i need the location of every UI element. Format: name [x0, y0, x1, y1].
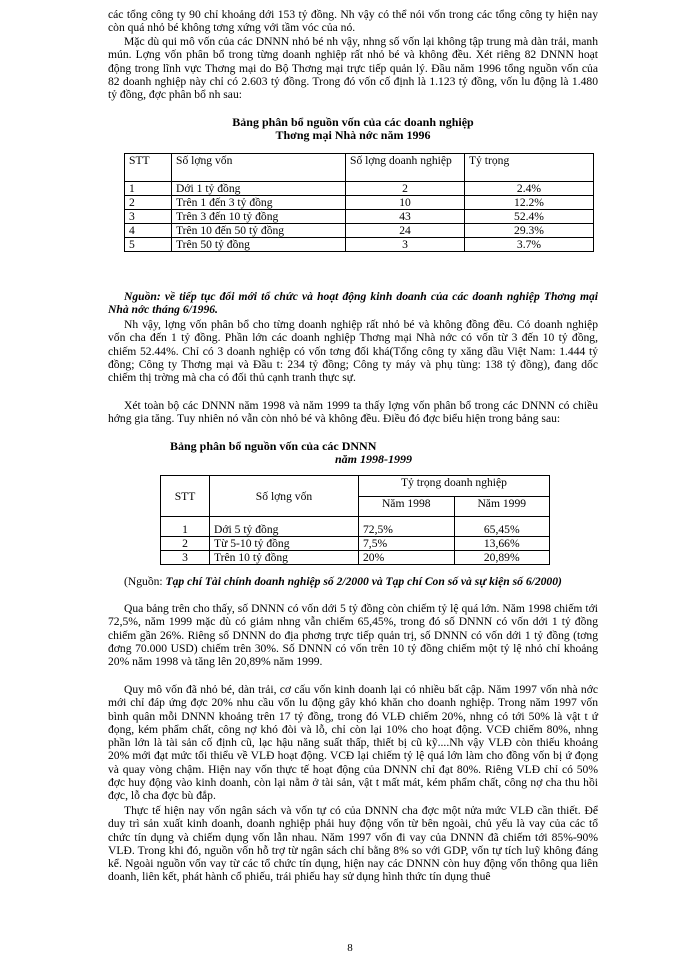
source-note-2-text: Tạp chí Tài chính doanh nghiệp số 2/2000 và Tạp chí Con số và sự kiện số 6/2000) — [165, 575, 562, 588]
table-row — [125, 224, 594, 238]
cell: Trên 3 đến 10 tỷ đồng — [172, 210, 346, 224]
cell: Trên 10 đến 50 tỷ đồng — [172, 224, 346, 238]
table-header-row — [161, 476, 550, 497]
table-row — [161, 517, 550, 537]
header-cell: Năm 1998 — [359, 496, 455, 517]
cell: 2 — [161, 537, 210, 551]
cell: 2 — [125, 196, 172, 210]
header-cell: Năm 1999 — [454, 496, 550, 517]
cell: 1 — [161, 517, 210, 537]
cell: 52.4% — [465, 210, 594, 224]
table-capital-1998-1999 — [160, 475, 550, 565]
table1-title: Bảng phân bổ nguồn vốn của các doanh nghiệp — [232, 115, 474, 129]
table-header-row — [125, 154, 594, 182]
cell: 29.3% — [465, 224, 594, 238]
cell: 2.4% — [465, 182, 594, 196]
cell: 7,5% — [359, 537, 455, 551]
source-note-2-prefix: (Nguồn: — [124, 575, 166, 588]
header-cell: Số lợng vốn — [210, 476, 359, 517]
table2-title: Bảng phân bổ nguồn vốn của các DNNN — [170, 439, 377, 453]
table1-subtitle: Thơng mại Nhà nớc năm 1996 — [275, 128, 431, 142]
cell: 65,45% — [454, 517, 550, 537]
cell: 4 — [125, 224, 172, 238]
cell: 10 — [346, 196, 465, 210]
cell: 3 — [161, 551, 210, 565]
paragraph-4: Nh vậy, lợng vốn phân bổ cho từng doanh nghiệp rất nhỏ bé và không đồng đều. Có doanh nghiệp vốn cha đến 1 tỷ đồng. Phần lớn các doanh nghiệp Thơng mại Nhà nớc có vốn từ 3 đến 10 tỷ đồng, chiếm 52.44%. Chỉ có 3 doanh nghiệp có vốn tơng đối khá(Tổng công ty xăng dầu Việt Nam: 1.444 tỷ đồng; Công ty Thơng mại và Đầu t: 234 tỷ đồng; Công ty máy và phụ tùng: 138 tỷ đồng), đang dốc chiếm thị trờng mà cha có đối thủ cạnh tranh thực sự. — [108, 318, 598, 385]
paragraph-7: Qua bảng trên cho thấy, số DNNN có vốn dới 5 tỷ đồng còn chiếm tỷ lệ quá lớn. Năm 1998 chiếm tới 72,5%, năm 1999 mặc dù có giảm nhng vẫn chiếm 65,45%, trong đó số DNNN có vốn dới 1 tỷ đồng chiếm gần 26%. Riêng số DNNN do địa phơng trực tiếp quản trị, số DNNN có vốn dới 1 tỷ đồng (tơng đơng 70.000 USD) chiếm trên 30%. Số DNNN có vốn trên 10 tỷ đồng chiếm một tỷ lệ nhỏ chỉ khoảng 20% năm 1998 và tăng lên 20,89% năm 1999. — [108, 602, 598, 669]
cell: 20% — [359, 551, 455, 565]
header-cell: Tỷ trọng — [465, 154, 594, 182]
page-number: 8 — [347, 942, 353, 954]
table-row — [125, 196, 594, 210]
cell: 12.2% — [465, 196, 594, 210]
cell: 5 — [125, 238, 172, 252]
header-cell: Số lợng vốn — [172, 154, 346, 182]
cell: 1 — [125, 182, 172, 196]
table2-subtitle: năm 1998-1999 — [335, 452, 413, 466]
table-capital-1996 — [124, 153, 594, 252]
cell: 3.7% — [465, 238, 594, 252]
table-row — [125, 210, 594, 224]
cell: 20,89% — [454, 551, 550, 565]
cell: Từ 5-10 tỷ đồng — [210, 537, 359, 551]
table-row — [125, 182, 594, 196]
cell: 43 — [346, 210, 465, 224]
cell: 24 — [346, 224, 465, 238]
cell: Trên 10 tỷ đồng — [210, 551, 359, 565]
cell: 72,5% — [359, 517, 455, 537]
source-note-2 — [108, 575, 598, 588]
table-row — [125, 238, 594, 252]
cell: Dới 1 tỷ đồng — [172, 182, 346, 196]
cell: 2 — [346, 182, 465, 196]
header-cell: Tỷ trọng doanh nghiệp — [359, 476, 550, 497]
cell: 3 — [346, 238, 465, 252]
table-row — [161, 551, 550, 565]
paragraph-5: Xét toàn bộ các DNNN năm 1998 và năm 1999 ta thấy lợng vốn phân bổ trong các DNNN có chiều hớng gia tăng. Tuy nhiên nó vẫn còn nhỏ bé và không đều. Điều đó đợc biểu hiện trong bảng sau: — [108, 399, 598, 426]
paragraph-8: Quy mô vốn đã nhỏ bé, dàn trải, cơ cấu vốn kinh doanh lại có nhiều bất cập. Năm 1997 vốn nhà nớc mới chỉ đáp ứng đợc 20% nhu cầu vốn lu động gây khó khăn cho doanh nghiệp. Trong năm 1997 vốn bình quân mỗi DNNN khoảng trên 17 tỷ đồng, trong đó VLĐ chiếm 20%, nhng có tới 50% là vật t ứ đọng, kém phẩm chất, công nợ khó đòi và lỗ, chỉ còn lại 10% cho hoạt động. VCĐ chiếm 80%, nhng phần lớn là tài sản cố định cũ, lạc hậu năng suất thấp, thiết bị cũ kỹ....Nh vậy VLĐ còn thiếu khoảng 20% mới đạt mức tối thiểu về VLĐ hoạt động. VCĐ lại chiếm tỷ lệ quá lớn làm cho đồng vốn bị ứ đọng và quay vòng chậm. Hiện nay vốn thực tế hoạt động của DNNN chỉ đạt 80%. Riêng VLĐ chỉ có 50% đợc huy động vào kinh doanh, còn lại nằm ở tài sản, vật t mất mát, kém phẩm chất, công nợ cha thu hồi đợc, lỗ cha đợc bù đắp. — [108, 683, 598, 803]
paragraph-9: Thực tế hiện nay vốn ngân sách và vốn tự có của DNNN cha đợc một nửa mức VLĐ cần thiết. Để duy trì sản xuất kinh doanh, doanh nghiệp phải huy động vốn từ bên ngoài, chủ yếu là vay của các tổ chức tín dụng và chiếm dụng vốn lẫn nhau. Năm 1997 vốn đi vay của DNNN đã chiếm tới 85%-90% VLĐ. Trong khi đó, nguồn vốn hỗ trợ từ ngân sách chỉ bằng 8% so với GDP, vốn tự tích luỹ không đáng kể. Ngoài nguồn vốn vay từ các tổ chức tín dụng, hiện nay các DNNN còn huy động vốn thông qua liên doanh, liên kết, phát hành cổ phiếu, trái phiếu hay sử dụng hình thức tín dụng thuê — [108, 804, 598, 884]
header-cell: Số lợng doanh nghiệp — [346, 154, 465, 182]
cell: 13,66% — [454, 537, 550, 551]
header-cell: STT — [161, 476, 210, 517]
source-note-1: Nguồn: về tiếp tục đổi mới tổ chức và hoạt động kinh doanh của các doanh nghiệp Thơng mại Nhà nớc tháng 6/1996. — [108, 290, 598, 317]
cell: Trên 50 tỷ đồng — [172, 238, 346, 252]
table-row — [161, 537, 550, 551]
header-cell: STT — [125, 154, 172, 182]
paragraph-2: Mặc dù qui mô vốn của các DNNN nhỏ bé nh vậy, nhng số vốn lại không tập trung mà dàn trải, manh mún. Lợng vốn phân bổ trong từng doanh nghiệp rất nhỏ bé và không đều. Xét riêng 82 DNNN hoạt động trong lĩnh vực Thơng mại do Bộ Thơng mại trực tiếp quản lý. Đầu năm 1996 tổng nguồn vốn của 82 doanh nghiệp này chỉ có 2.603 tỷ đồng. Trong đó vốn cố định là 1.123 tỷ đồng, vốn lu động là 1.480 tỷ đồng, đợc phân bổ nh sau: — [108, 35, 598, 102]
cell: Trên 1 đến 3 tỷ đồng — [172, 196, 346, 210]
cell: 3 — [125, 210, 172, 224]
paragraph-1: các tổng công ty 90 chỉ khoảng dới 153 tỷ đồng. Nh vậy có thể nói vốn trong các tổng công ty hiện nay còn quá nhỏ bé không tơng xứng với tầm vóc của nó. — [108, 8, 598, 35]
cell: Dới 5 tỷ đồng — [210, 517, 359, 537]
